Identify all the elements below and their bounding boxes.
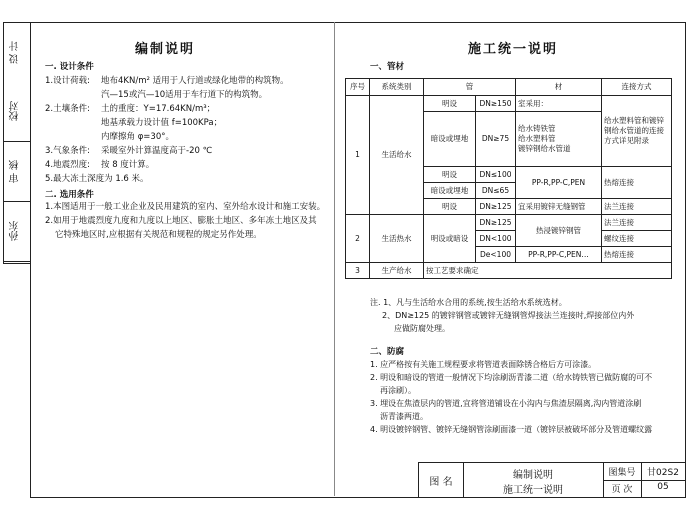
drawing-name-1: 编制说明 (513, 470, 553, 481)
page-label: 页 次 (611, 485, 633, 495)
drawing-name-2: 施工统一说明 (503, 485, 563, 496)
system-type: 生产给水 (370, 263, 424, 279)
right-section-1: 一、管材 (370, 62, 405, 72)
header-cell: 序号 (346, 79, 370, 96)
corrosion-line: 3. 埋设在焦渣层内的管道,宜将管道铺设在小沟内与焦渣层隔离,沟内管道涂刷 (370, 399, 642, 408)
laying-cell: 暗设或埋地 (424, 183, 476, 199)
connection-cell: 热熔连接 (602, 247, 672, 263)
pipe-material-table (345, 78, 672, 279)
cond-row: 内摩擦角 φ=30°。 (101, 132, 174, 142)
dn-cell: DN≥125 (476, 199, 516, 215)
approval-strip (3, 22, 31, 264)
laying-cell: 明设 (424, 199, 476, 215)
table-row (346, 215, 672, 231)
material-notes (370, 296, 680, 335)
left-title: 编制说明 (135, 42, 196, 57)
connection-cell: 热熔连接 (602, 167, 672, 199)
header-cell: 系统类别 (370, 79, 424, 96)
title-block-label: 图 名 (429, 477, 453, 488)
page-number: 05 (657, 482, 669, 492)
design-conditions (45, 74, 330, 186)
table-header-row (346, 79, 672, 96)
cond-row: 地基承载力设计值 f=100KPa； (101, 118, 223, 128)
corrosion-line: 4. 明设镀锌钢管、镀锌无缝钢管涂刷面漆一道（镀锌层被破坏部分及管道螺纹露 (370, 425, 653, 434)
table-row (346, 96, 672, 112)
cond-row: 2.土壤条件: 土的重度：Y=17.64KN/m³； (45, 104, 216, 114)
material-cell: PP-R,PP-C,PEN (516, 167, 602, 199)
row-num: 1 (346, 96, 370, 215)
use-line: 2.如用于地震烈度九度和九度以上地区、膨胀土地区、多年冻土地区及其 (45, 216, 317, 226)
laying-cell: 明设 (424, 96, 476, 112)
material-cell: 宜采用镀锌无缝钢管 (516, 199, 602, 215)
corrosion-notes (370, 358, 680, 436)
strip-cell-signature: 孙东 (4, 201, 30, 262)
atlas-number-label: 图集号 (608, 468, 636, 478)
use-conditions (45, 200, 330, 242)
material-cell: 室采用： (516, 96, 602, 112)
left-section-1: 一. 设计条件 (45, 62, 94, 72)
connection-cell: 螺纹连接 (602, 231, 672, 247)
right-section-2: 二、防腐 (370, 347, 405, 357)
cond-row: 汽—15或汽—10适用于车行道下的构筑物。 (101, 90, 268, 100)
cond-row: 5.最大冻土深度为 1.6 米。 (45, 174, 149, 184)
material-cell: PP-R,PP-C,PEN… (516, 247, 602, 263)
dn-cell: DN<100 (476, 231, 516, 247)
note-line: 2、DN≥125 的镀锌钢管或镀锌无缝钢管焊接法兰连接时,焊接部位内外 (382, 311, 635, 320)
system-type: 生活热水 (370, 215, 424, 263)
strip-cell-design: 设 计 (10, 40, 21, 64)
system-type: 生活给水 (370, 96, 424, 215)
title-block (418, 462, 686, 498)
use-line: 它特殊地区时,应根据有关规范和规程的规定另作处理。 (55, 230, 262, 240)
cond-row: 4.地震烈度: 按 8 度计算。 (45, 160, 155, 170)
header-cell: 连接方式 (602, 79, 672, 96)
corrosion-line: 再涂刷）。 (380, 386, 416, 395)
cond-row: 3.气象条件: 采暖室外计算温度高于-20 ℃ (45, 146, 213, 156)
strip-cell-review: 审 核 (4, 141, 30, 202)
header-cell: 材 (516, 79, 602, 96)
corrosion-line: 沥青漆两道。 (380, 412, 428, 421)
connection-cell: 法兰连接 (602, 215, 672, 231)
laying-cell: 暗设或埋地 (424, 112, 476, 167)
dn-cell: DN≥150 (476, 96, 516, 112)
column-divider (334, 22, 335, 496)
corrosion-line: 1. 应严格按有关施工规程要求将管道表面除锈合格后方可涂漆。 (370, 360, 597, 369)
laying-cell: 明设 (424, 167, 476, 183)
dn-cell: DN≤65 (476, 183, 516, 199)
material-cell: 给水铸铁管 给水塑料管 镀锌钢给水管道 (516, 112, 602, 167)
dn-cell: DN≥125 (476, 215, 516, 231)
table-row (346, 263, 672, 279)
connection-cell: 给水塑料管和镀锌钢给水管道的连接方式详见附录 (602, 96, 672, 167)
cond-row: 1.设计荷载: 地布4KN/m² 适用于人行道或绿化地带的构筑物。 (45, 76, 289, 86)
connection-cell: 法兰连接 (602, 199, 672, 215)
dn-cell: DN≤100 (476, 167, 516, 183)
strip-cell-check: 校对 (4, 81, 30, 142)
use-line: 1.本图适用于一般工业企业及民用建筑的室内、室外给水设计和施工安装。 (45, 202, 326, 212)
row-num: 3 (346, 263, 370, 279)
laying-cell: 明设或暗设 (424, 215, 476, 263)
header-cell: 管 (424, 79, 516, 96)
corrosion-line: 2. 明设和暗设的管道一般情况下均涂刷沥青漆二道（给水铸铁管已做防腐的可不 (370, 373, 653, 382)
material-cell: 热浸镀锌钢管 (516, 215, 602, 247)
row-num: 2 (346, 215, 370, 263)
note-line: 应做防腐处理。 (394, 324, 450, 333)
note-line: 注. 1、凡与生活给水合用的系统,按生活给水系统选材。 (370, 298, 567, 307)
material-cell: 按工艺要求确定 (424, 263, 672, 279)
right-title: 施工统一说明 (468, 42, 559, 57)
dn-cell: DN≥75 (476, 112, 516, 167)
atlas-number: 甘02S2 (647, 468, 679, 478)
dn-cell: De<100 (476, 247, 516, 263)
left-section-2: 二. 选用条件 (45, 190, 94, 200)
